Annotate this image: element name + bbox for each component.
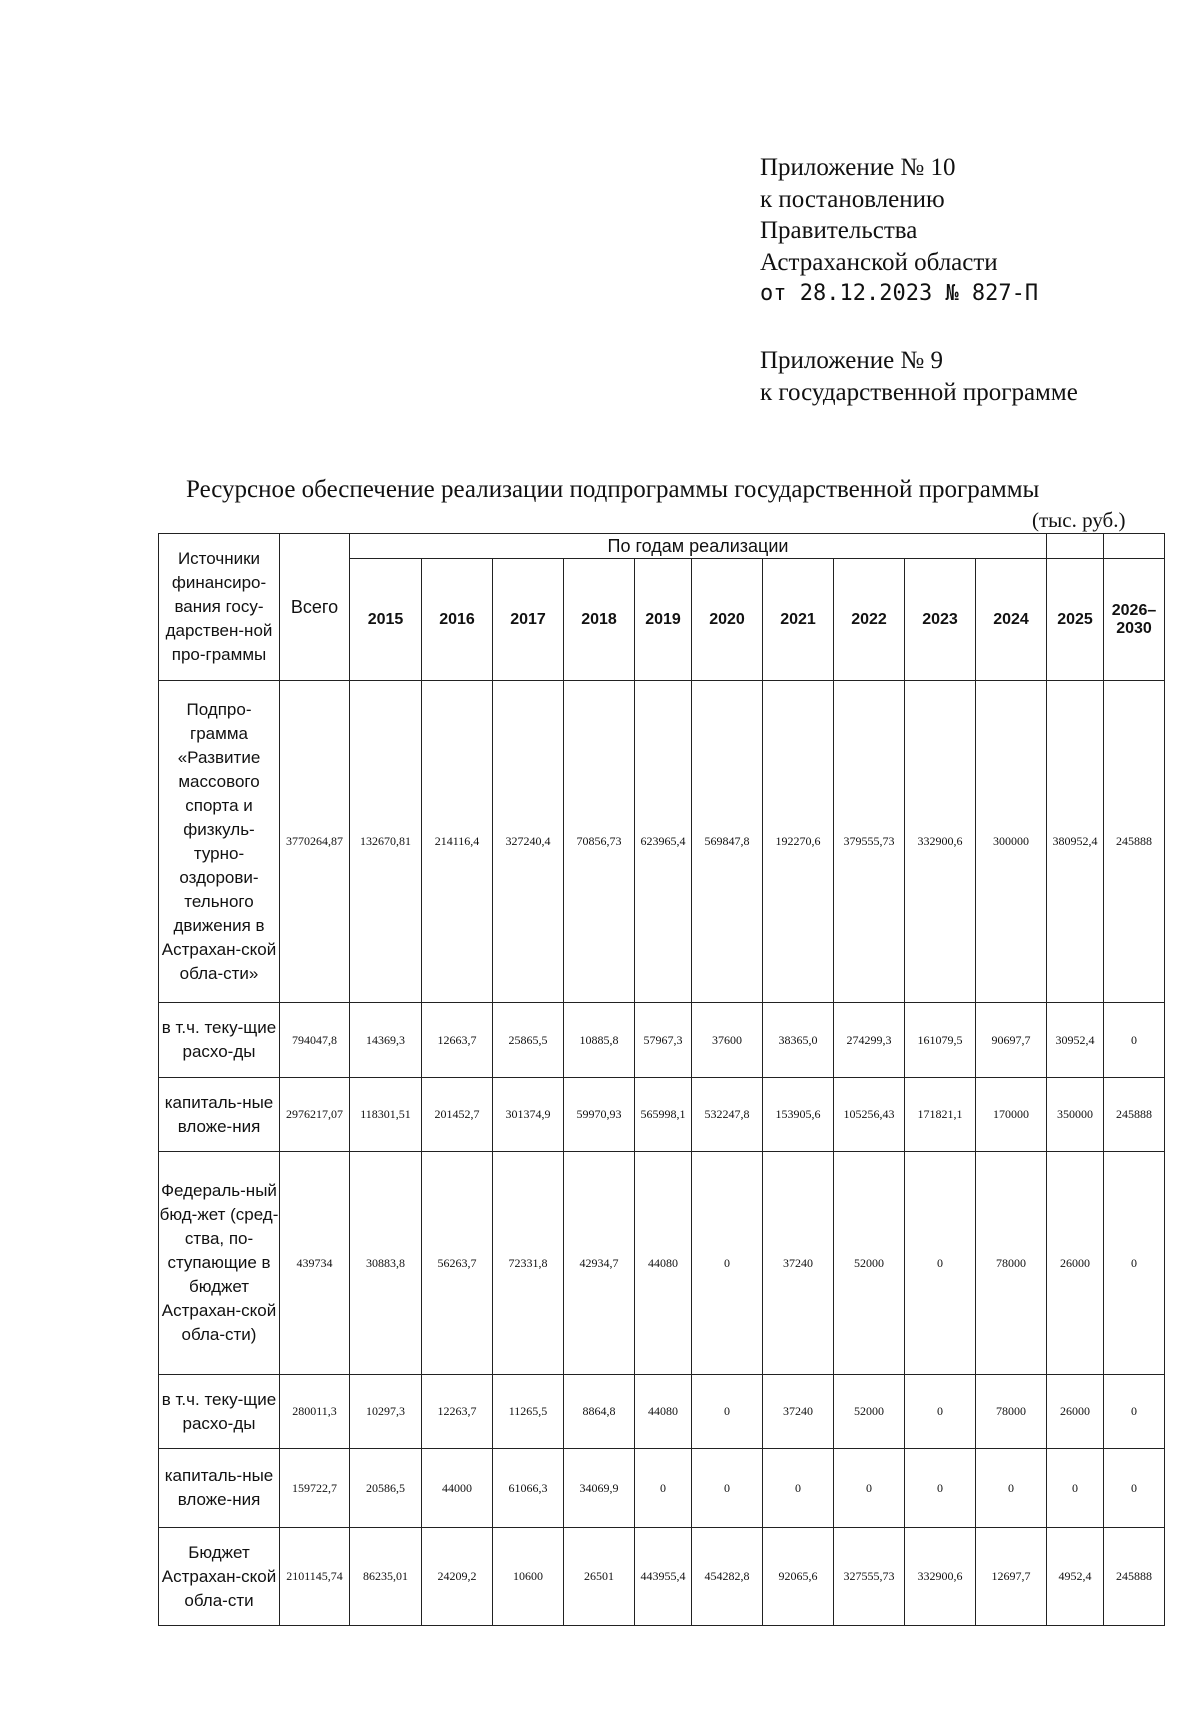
value-cell: 0: [1104, 1003, 1165, 1078]
value-cell: 0: [905, 1375, 976, 1449]
value-cell: 0: [1047, 1449, 1104, 1528]
year-cell: 2015: [350, 559, 422, 681]
table-row: [159, 1078, 1165, 1152]
value-cell: 214116,4: [422, 681, 493, 1003]
value-cell: 14369,3: [350, 1003, 422, 1078]
value-cell: 327240,4: [493, 681, 564, 1003]
value-cell: 24209,2: [422, 1528, 493, 1626]
total-cell: 2101145,74: [280, 1528, 350, 1626]
value-cell: 153905,6: [763, 1078, 834, 1152]
year-cell: 2019: [635, 559, 692, 681]
value-cell: 72331,8: [493, 1152, 564, 1375]
value-cell: 171821,1: [905, 1078, 976, 1152]
appendix-10-line: Приложение № 10: [760, 154, 956, 181]
value-cell: 20586,5: [350, 1449, 422, 1528]
value-cell: 0: [976, 1449, 1047, 1528]
year-cell: 2018: [564, 559, 635, 681]
appendix-10-line: Правительства: [760, 217, 918, 244]
table-row: [159, 1375, 1165, 1449]
value-cell: 118301,51: [350, 1078, 422, 1152]
value-cell: 86235,01: [350, 1528, 422, 1626]
value-cell: 25865,5: [493, 1003, 564, 1078]
value-cell: 10885,8: [564, 1003, 635, 1078]
value-cell: 350000: [1047, 1078, 1104, 1152]
resolution-date-line: от 28.12.2023 № 827-П: [760, 281, 1039, 306]
row-label: в т.ч. теку-щие расхо-ды: [159, 1375, 280, 1449]
value-cell: 44080: [635, 1375, 692, 1449]
total-cell: 794047,8: [280, 1003, 350, 1078]
value-cell: 44080: [635, 1152, 692, 1375]
value-cell: 274299,3: [834, 1003, 905, 1078]
value-cell: 532247,8: [692, 1078, 763, 1152]
blank-header-cell: [1047, 534, 1104, 559]
value-cell: 70856,73: [564, 681, 635, 1003]
years-header: По годам реализации: [350, 534, 1047, 559]
value-cell: 0: [1104, 1449, 1165, 1528]
year-cell: 2016: [422, 559, 493, 681]
value-cell: 245888: [1104, 1078, 1165, 1152]
year-cell: 2024: [976, 559, 1047, 681]
value-cell: 26000: [1047, 1375, 1104, 1449]
value-cell: 0: [905, 1152, 976, 1375]
source-header: Источники финансиро-вания госу-дарствен-ной про-граммы: [159, 534, 280, 681]
value-cell: 0: [692, 1152, 763, 1375]
value-cell: 78000: [976, 1152, 1047, 1375]
value-cell: 30952,4: [1047, 1003, 1104, 1078]
value-cell: 12697,7: [976, 1528, 1047, 1626]
value-cell: 161079,5: [905, 1003, 976, 1078]
value-cell: 10297,3: [350, 1375, 422, 1449]
value-cell: 37240: [763, 1152, 834, 1375]
value-cell: 90697,7: [976, 1003, 1047, 1078]
row-label: капиталь-ные вложе-ния: [159, 1449, 280, 1528]
appendix-10-line: к постановлению: [760, 185, 945, 213]
value-cell: 52000: [834, 1152, 905, 1375]
value-cell: 332900,6: [905, 681, 976, 1003]
value-cell: 192270,6: [763, 681, 834, 1003]
value-cell: 623965,4: [635, 681, 692, 1003]
value-cell: 44000: [422, 1449, 493, 1528]
value-cell: 11265,5: [493, 1375, 564, 1449]
total-cell: 3770264,87: [280, 681, 350, 1003]
value-cell: 0: [692, 1449, 763, 1528]
value-cell: 565998,1: [635, 1078, 692, 1152]
table-row: [159, 1449, 1165, 1528]
value-cell: 78000: [976, 1375, 1047, 1449]
appendix-10-line: Астраханской области: [760, 248, 998, 276]
value-cell: 443955,4: [635, 1528, 692, 1626]
table-row: [159, 1003, 1165, 1078]
value-cell: 26501: [564, 1528, 635, 1626]
value-cell: 300000: [976, 681, 1047, 1003]
value-cell: 92065,6: [763, 1528, 834, 1626]
appendix-9-header: [760, 345, 1078, 408]
value-cell: 26000: [1047, 1152, 1104, 1375]
value-cell: 0: [763, 1449, 834, 1528]
year-cell: 2026–2030: [1104, 559, 1165, 681]
value-cell: 0: [1104, 1152, 1165, 1375]
units-label: (тыс. руб.): [1032, 508, 1126, 532]
value-cell: 332900,6: [905, 1528, 976, 1626]
total-header: Всего: [280, 534, 350, 681]
table-row: [159, 1528, 1165, 1626]
value-cell: 0: [635, 1449, 692, 1528]
value-cell: 201452,7: [422, 1078, 493, 1152]
value-cell: 380952,4: [1047, 681, 1104, 1003]
total-cell: 439734: [280, 1152, 350, 1375]
year-cell: 2020: [692, 559, 763, 681]
total-cell: 159722,7: [280, 1449, 350, 1528]
value-cell: 327555,73: [834, 1528, 905, 1626]
row-label: Бюджет Астрахан-ской обла-сти: [159, 1528, 280, 1626]
value-cell: 52000: [834, 1375, 905, 1449]
value-cell: 301374,9: [493, 1078, 564, 1152]
value-cell: 0: [692, 1375, 763, 1449]
value-cell: 37600: [692, 1003, 763, 1078]
total-cell: 2976217,07: [280, 1078, 350, 1152]
value-cell: 4952,4: [1047, 1528, 1104, 1626]
value-cell: 42934,7: [564, 1152, 635, 1375]
value-cell: 245888: [1104, 681, 1165, 1003]
value-cell: 245888: [1104, 1528, 1165, 1626]
document-title: Ресурсное обеспечение реализации подпрограммы государственной программы: [186, 476, 1040, 503]
value-cell: 0: [834, 1449, 905, 1528]
value-cell: 38365,0: [763, 1003, 834, 1078]
value-cell: 12663,7: [422, 1003, 493, 1078]
value-cell: 569847,8: [692, 681, 763, 1003]
value-cell: 379555,73: [834, 681, 905, 1003]
row-label: Подпро-грамма «Развитие массового спорта и физкуль-турно-оздорови-тельного движения в Астрахан-ской обла-сти»: [159, 681, 280, 1003]
value-cell: 0: [1104, 1375, 1165, 1449]
funding-table: [158, 533, 1165, 1626]
value-cell: 454282,8: [692, 1528, 763, 1626]
value-cell: 30883,8: [350, 1152, 422, 1375]
value-cell: 10600: [493, 1528, 564, 1626]
row-label: Федераль-ный бюд-жет (сред-ства, по-ступающие в бюджет Астрахан-ской обла-сти): [159, 1152, 280, 1375]
year-cell: 2017: [493, 559, 564, 681]
row-label: в т.ч. теку-щие расхо-ды: [159, 1003, 280, 1078]
value-cell: 59970,93: [564, 1078, 635, 1152]
appendix-9-line: Приложение № 9: [760, 347, 944, 374]
value-cell: 57967,3: [635, 1003, 692, 1078]
value-cell: 12263,7: [422, 1375, 493, 1449]
appendix-9-line: к государственной программе: [760, 378, 1078, 406]
value-cell: 132670,81: [350, 681, 422, 1003]
year-cell: 2022: [834, 559, 905, 681]
value-cell: 56263,7: [422, 1152, 493, 1375]
row-label: капиталь-ные вложе-ния: [159, 1078, 280, 1152]
appendix-10-header: [760, 152, 1038, 310]
year-cell: 2021: [763, 559, 834, 681]
value-cell: 170000: [976, 1078, 1047, 1152]
year-cell: 2025: [1047, 559, 1104, 681]
value-cell: 61066,3: [493, 1449, 564, 1528]
table-row: [159, 1152, 1165, 1375]
total-cell: 280011,3: [280, 1375, 350, 1449]
value-cell: 34069,9: [564, 1449, 635, 1528]
table-row: [159, 681, 1165, 1003]
value-cell: 37240: [763, 1375, 834, 1449]
value-cell: 0: [905, 1449, 976, 1528]
value-cell: 8864,8: [564, 1375, 635, 1449]
blank-header-cell: [1104, 534, 1165, 559]
value-cell: 105256,43: [834, 1078, 905, 1152]
year-cell: 2023: [905, 559, 976, 681]
